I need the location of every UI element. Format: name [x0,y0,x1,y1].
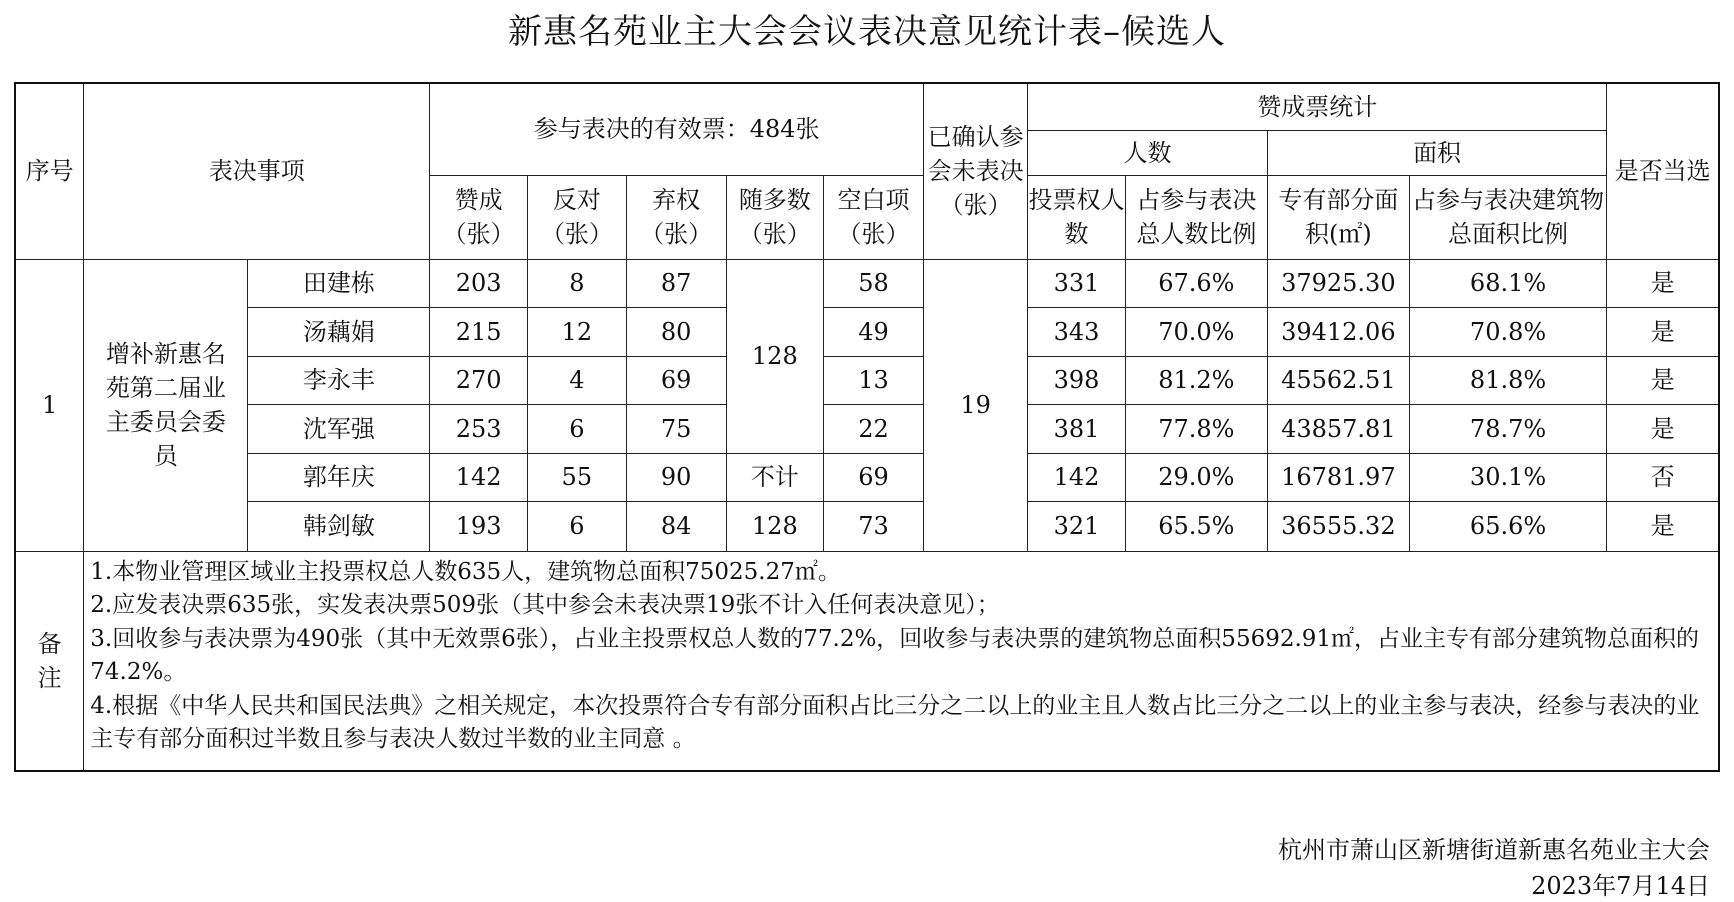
area-ratio-cell: 81.8% [1409,356,1606,404]
elected-cell: 是 [1607,307,1719,356]
voters-cell: 142 [1028,453,1126,501]
header-exclusive-area: 专有部分面积(㎡) [1267,175,1409,259]
abstain-cell: 87 [626,259,726,307]
notes-content [84,551,1719,771]
header-confirmed-absent: 已确认参会未表决（张） [923,83,1027,259]
blank-cell: 13 [824,356,924,404]
table-row [15,404,1719,453]
elected-cell: 是 [1607,356,1719,404]
area-ratio-cell: 65.6% [1409,501,1606,551]
area-ratio-cell: 70.8% [1409,307,1606,356]
candidate-name: 郭年庆 [248,453,430,501]
header-oppose: 反对（张） [527,175,626,259]
follow-majority-cell: 128 [726,501,824,551]
candidate-name: 韩剑敏 [248,501,430,551]
item-label: 增补新惠名苑第二届业主委员会委员 [84,259,248,551]
area-ratio-cell: 78.7% [1409,404,1606,453]
note-line: 4.根据《中华人民共和国民法典》之相关规定，本次投票符合专有部分面积占比三分之二以上的业主且人数占比三分之二以上的业主参与表决，经参与表决的业主专有部分面积过半数且参与表决人数过半数的业主同意 。 [90,692,1700,752]
note-line: 1.本物业管理区域业主投票权总人数635人，建筑物总面积75025.27㎡。 [90,558,841,585]
voting-results-table [14,82,1720,772]
header-blank: 空白项（张） [824,175,924,259]
oppose-cell: 6 [527,404,626,453]
oppose-cell: 8 [527,259,626,307]
header-valid-votes: 参与表决的有效票：484张 [430,83,924,175]
header-approve: 赞成（张） [430,175,528,259]
header-area-ratio: 占参与表决建筑物总面积比例 [1409,175,1606,259]
oppose-cell: 4 [527,356,626,404]
item-seq: 1 [15,259,84,551]
footer-date: 2023年7月14日 [1531,872,1710,900]
follow-majority-cell: 不计 [726,453,824,501]
header-approval-stats: 赞成票统计 [1028,83,1607,130]
area-cell: 45562.51 [1267,356,1409,404]
table-row [15,259,1719,307]
elected-cell: 是 [1607,404,1719,453]
voters-ratio-cell: 70.0% [1125,307,1267,356]
header-abstain: 弃权（张） [626,175,726,259]
voters-cell: 398 [1028,356,1126,404]
abstain-cell: 80 [626,307,726,356]
approve-cell: 193 [430,501,528,551]
voters-ratio-cell: 77.8% [1125,404,1267,453]
table-row [15,501,1719,551]
approve-cell: 253 [430,404,528,453]
oppose-cell: 12 [527,307,626,356]
blank-cell: 69 [824,453,924,501]
footer-organization: 杭州市萧山区新塘街道新惠名苑业主大会 [1278,836,1710,864]
voters-cell: 381 [1028,404,1126,453]
follow-majority-shared-cell: 128 [726,259,824,453]
area-ratio-cell: 30.1% [1409,453,1606,501]
notes-label: 备注 [15,551,84,771]
table-row [15,453,1719,501]
header-area: 面积 [1267,130,1606,175]
voters-cell: 321 [1028,501,1126,551]
blank-cell: 58 [824,259,924,307]
page-title: 新惠名苑业主大会会议表决意见统计表–候选人 [508,12,1226,52]
header-item: 表决事项 [84,83,430,259]
header-seq: 序号 [15,83,84,259]
candidate-name: 李永丰 [248,356,430,404]
voters-ratio-cell: 29.0% [1125,453,1267,501]
header-voters: 投票权人数 [1028,175,1126,259]
note-line: 2.应发表决票635张，实发表决票509张（其中参会未表决票19张不计入任何表决意见）； [90,592,1000,618]
header-follow-majority: 随多数（张） [726,175,824,259]
oppose-cell: 6 [527,501,626,551]
note-line: 3.回收参与表决票为490张（其中无效票6张），占业主投票权总人数的77.2%，回收参与表决票的建筑物总面积55692.91㎡，占业主专有部分建筑物总面积的74.2%。 [90,625,1700,685]
area-cell: 16781.97 [1267,453,1409,501]
voters-ratio-cell: 65.5% [1125,501,1267,551]
approve-cell: 215 [430,307,528,356]
header-voters-ratio: 占参与表决总人数比例 [1125,175,1267,259]
approve-cell: 142 [430,453,528,501]
header-people: 人数 [1028,130,1268,175]
oppose-cell: 55 [527,453,626,501]
elected-cell: 是 [1607,259,1719,307]
header-elected: 是否当选 [1607,83,1719,259]
voters-cell: 343 [1028,307,1126,356]
abstain-cell: 84 [626,501,726,551]
blank-cell: 22 [824,404,924,453]
confirmed-absent-cell: 19 [923,259,1027,551]
area-ratio-cell: 68.1% [1409,259,1606,307]
table-row [15,356,1719,404]
voters-cell: 331 [1028,259,1126,307]
approve-cell: 203 [430,259,528,307]
area-cell: 37925.30 [1267,259,1409,307]
abstain-cell: 69 [626,356,726,404]
candidate-name: 汤藕娟 [248,307,430,356]
abstain-cell: 90 [626,453,726,501]
blank-cell: 49 [824,307,924,356]
approve-cell: 270 [430,356,528,404]
voters-ratio-cell: 67.6% [1125,259,1267,307]
elected-cell: 否 [1607,453,1719,501]
table-row [15,307,1719,356]
area-cell: 39412.06 [1267,307,1409,356]
candidate-name: 田建栋 [248,259,430,307]
voters-ratio-cell: 81.2% [1125,356,1267,404]
area-cell: 43857.81 [1267,404,1409,453]
elected-cell: 是 [1607,501,1719,551]
candidate-name: 沈军强 [248,404,430,453]
blank-cell: 73 [824,501,924,551]
area-cell: 36555.32 [1267,501,1409,551]
abstain-cell: 75 [626,404,726,453]
